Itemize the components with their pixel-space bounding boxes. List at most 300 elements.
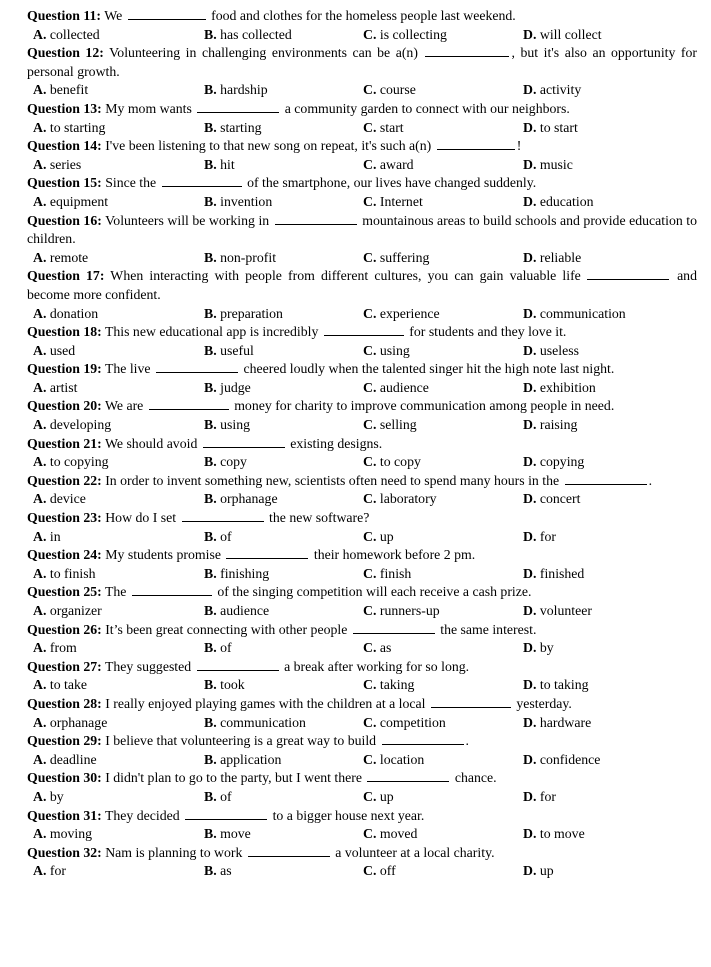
option-text: moved <box>379 826 418 842</box>
question-block <box>27 397 697 434</box>
option-text: to finish <box>49 565 96 581</box>
stem-text: their homework before 2 pm. <box>313 547 476 563</box>
option-b[interactable]: B. finishing <box>204 565 270 581</box>
options-row <box>27 193 697 212</box>
option-c[interactable]: C. suffering <box>363 249 430 265</box>
question-stem <box>27 44 697 81</box>
question-label: Question 24: <box>27 547 102 563</box>
options-row <box>27 305 697 324</box>
question-block <box>27 7 697 44</box>
question-block <box>27 435 697 472</box>
option-text: off <box>379 863 396 879</box>
option-text: in <box>49 528 61 544</box>
option-text: up <box>379 528 394 544</box>
stem-text: In order to invent something new, scientists often need to spend many hours in the <box>105 472 560 488</box>
option-b[interactable]: B. communication <box>204 714 306 730</box>
question-label: Question 30: <box>27 770 102 786</box>
option-a[interactable]: A. from <box>33 640 77 656</box>
option-text: hardship <box>220 82 268 98</box>
answer-blank <box>149 397 229 410</box>
option-d[interactable]: D. music <box>523 156 573 172</box>
question-block <box>27 732 697 769</box>
options-row <box>27 379 697 398</box>
option-text: laboratory <box>379 491 437 507</box>
option-text: non-profit <box>220 249 277 265</box>
answer-blank <box>248 844 330 857</box>
option-c[interactable]: C. competition <box>363 714 446 730</box>
option-text: remote <box>49 249 89 265</box>
stem-text: of the smartphone, our lives have changed suddenly. <box>247 175 537 191</box>
option-text: hit <box>220 156 235 172</box>
question-stem <box>27 360 697 379</box>
stem-text: ! <box>516 138 522 154</box>
question-label: Question 19: <box>27 361 102 377</box>
option-text: using <box>220 417 251 433</box>
option-a[interactable]: A. for <box>33 863 66 879</box>
stem-text: The live <box>104 361 151 377</box>
option-b[interactable]: B. starting <box>204 119 262 135</box>
option-text: confidence <box>539 751 601 767</box>
option-text: from <box>49 640 77 656</box>
question-label: Question 13: <box>27 100 102 116</box>
stem-text: I really enjoyed playing games with the children at a local <box>105 695 426 711</box>
answer-blank <box>203 435 285 448</box>
option-text: selling <box>379 417 417 433</box>
option-text: of <box>220 640 232 656</box>
stem-text: They decided <box>104 807 180 823</box>
stem-text: to a bigger house next year. <box>272 807 425 823</box>
option-text: as <box>220 863 232 879</box>
question-label: Question 26: <box>27 621 102 637</box>
option-b[interactable]: B. audience <box>204 603 270 618</box>
option-text: communication <box>539 305 626 321</box>
question-label: Question 16: <box>27 212 102 228</box>
option-text: hardware <box>539 714 592 730</box>
option-text: for <box>49 863 66 879</box>
options-row <box>27 528 697 547</box>
option-text: reliable <box>539 249 582 265</box>
option-c[interactable]: C. runners-up <box>363 603 440 618</box>
stem-text: food and clothes for the homeless people last weekend. <box>211 8 516 23</box>
option-c[interactable]: C. Internet <box>363 193 423 209</box>
option-text: move <box>220 826 251 842</box>
option-text: as <box>379 640 392 656</box>
option-text: for <box>539 528 556 544</box>
stem-text: My students promise <box>105 547 221 563</box>
option-text: collected <box>49 26 100 42</box>
option-c[interactable]: C. location <box>363 751 425 767</box>
stem-text: a community garden to connect with our neighbors. <box>284 100 570 116</box>
question-label: Question 15: <box>27 175 102 191</box>
question-stem <box>27 100 697 119</box>
question-label: Question 29: <box>27 733 102 749</box>
options-row <box>27 714 697 733</box>
stem-text: mountainous areas to build schools and provide education to children. <box>27 212 697 247</box>
question-label: Question 25: <box>27 584 102 600</box>
option-a[interactable]: A. collected <box>33 26 100 42</box>
question-stem <box>27 583 697 602</box>
option-text: taking <box>379 677 415 693</box>
option-c[interactable]: C. award <box>363 156 414 172</box>
option-b[interactable]: B. preparation <box>204 305 283 321</box>
option-text: useful <box>220 342 254 358</box>
option-b[interactable]: B. judge <box>204 379 251 395</box>
option-d[interactable]: D. for <box>523 528 556 544</box>
option-c[interactable]: C. up <box>363 528 394 544</box>
option-text: series <box>49 156 82 172</box>
stem-text: and become more confident. <box>27 268 697 302</box>
option-c[interactable]: C. start <box>363 119 404 135</box>
option-text: artist <box>49 379 78 395</box>
answer-blank <box>587 267 669 280</box>
answer-blank <box>353 621 435 634</box>
option-b[interactable]: B. took <box>204 677 245 693</box>
option-text: of <box>220 528 232 544</box>
answer-blank <box>156 360 238 373</box>
answer-blank <box>431 695 511 708</box>
option-c[interactable]: C. off <box>363 863 396 879</box>
option-c[interactable]: C. selling <box>363 417 417 433</box>
option-text: to start <box>539 119 578 135</box>
option-text: donation <box>49 305 99 321</box>
question-block <box>27 621 697 658</box>
option-a[interactable]: A. deadline <box>33 751 97 767</box>
answer-blank <box>197 100 279 113</box>
question-block <box>27 769 697 806</box>
option-a[interactable]: A. donation <box>33 305 99 321</box>
question-stem <box>27 323 697 342</box>
option-d[interactable]: D. hardware <box>523 714 592 730</box>
question-label: Question 27: <box>27 658 102 674</box>
option-a[interactable]: A. artist <box>33 379 78 395</box>
stem-text: . <box>465 733 469 749</box>
question-block <box>27 174 697 211</box>
stem-text: of the singing competition will each receive a cash prize. <box>217 584 532 600</box>
question-label: Question 18: <box>27 324 102 340</box>
option-d[interactable]: D. will collect <box>523 26 602 42</box>
option-text: start <box>379 119 404 135</box>
option-b[interactable]: B. copy <box>204 454 247 470</box>
option-text: award <box>379 156 414 172</box>
option-c[interactable]: C. using <box>363 342 410 358</box>
option-text: finished <box>539 565 585 581</box>
stem-text: cheered loudly when the talented singer hit the high note last night. <box>243 361 615 377</box>
question-label: Question 11: <box>27 8 101 23</box>
stem-text: We <box>104 8 123 23</box>
question-stem <box>27 546 697 565</box>
stem-text: It’s been great connecting with other people <box>105 621 348 637</box>
option-c[interactable]: C. up <box>363 788 394 804</box>
option-text: up <box>379 788 394 804</box>
option-a[interactable]: A. orphanage <box>33 714 108 730</box>
option-a[interactable]: A. organizer <box>33 603 102 618</box>
option-text: deadline <box>49 751 97 767</box>
option-d[interactable]: D. finished <box>523 565 585 581</box>
stem-text: How do I set <box>105 510 177 526</box>
option-d[interactable]: D. up <box>523 863 554 879</box>
option-text: orphanage <box>49 714 108 730</box>
option-text: experience <box>379 305 440 321</box>
option-c[interactable]: C. to copy <box>363 454 421 470</box>
answer-blank <box>425 44 509 57</box>
option-text: communication <box>220 714 306 730</box>
question-stem <box>27 472 697 491</box>
option-b[interactable]: B. hardship <box>204 82 268 98</box>
option-b[interactable]: B. of <box>204 788 232 804</box>
option-text: audience <box>220 603 270 618</box>
answer-blank <box>128 7 206 20</box>
option-a[interactable]: A. in <box>33 528 61 544</box>
option-c[interactable]: C. moved <box>363 826 418 842</box>
question-block <box>27 695 697 732</box>
options-row <box>27 490 697 509</box>
stem-text: I didn't plan to go to the party, but I went there <box>105 770 362 786</box>
question-block <box>27 212 697 268</box>
stem-text: I've been listening to that new song on repeat, it's such a(n) <box>105 138 432 154</box>
option-c[interactable]: C. is collecting <box>363 26 447 42</box>
option-text: suffering <box>379 249 430 265</box>
option-d[interactable]: D. activity <box>523 82 582 98</box>
option-d[interactable]: D. copying <box>523 454 585 470</box>
option-c[interactable]: C. as <box>363 640 392 656</box>
question-stem <box>27 212 697 249</box>
option-b[interactable]: B. orphanage <box>204 491 278 507</box>
option-text: developing <box>49 417 112 433</box>
answer-blank <box>565 472 647 485</box>
option-a[interactable]: A. used <box>33 342 76 358</box>
option-text: is collecting <box>379 26 447 42</box>
option-b[interactable]: B. of <box>204 640 232 656</box>
stem-text: . <box>648 472 653 488</box>
option-text: copy <box>220 454 247 470</box>
options-row <box>27 639 697 658</box>
options-row <box>27 119 697 138</box>
option-d[interactable]: D. volunteer <box>523 603 592 618</box>
option-a[interactable]: A. remote <box>33 249 89 265</box>
option-a[interactable]: A. device <box>33 491 86 507</box>
stem-text: money for charity to improve communication among people in need. <box>234 398 615 414</box>
option-text: activity <box>539 82 582 98</box>
question-label: Question 20: <box>27 398 102 414</box>
stem-text: The <box>104 584 127 600</box>
question-label: Question 32: <box>27 844 102 860</box>
question-label: Question 28: <box>27 695 102 711</box>
option-d[interactable]: D. raising <box>523 417 578 433</box>
answer-blank <box>197 658 279 671</box>
option-d[interactable]: D. to taking <box>523 677 589 693</box>
option-text: invention <box>220 193 273 209</box>
stem-text: chance. <box>454 770 497 786</box>
question-stem <box>27 7 697 26</box>
option-text: by <box>49 788 64 804</box>
option-a[interactable]: A. by <box>33 788 64 804</box>
option-text: preparation <box>220 305 283 321</box>
question-block <box>27 323 697 360</box>
stem-text: a volunteer at a local charity. <box>335 844 495 860</box>
stem-text: the same interest. <box>440 621 537 637</box>
option-d[interactable]: D. by <box>523 640 554 656</box>
option-a[interactable]: A. developing <box>33 417 112 433</box>
option-a[interactable]: A. moving <box>33 826 93 842</box>
question-block <box>27 267 697 323</box>
question-block <box>27 360 697 397</box>
stem-text: My mom wants <box>105 100 192 116</box>
option-b[interactable]: B. application <box>204 751 282 767</box>
question-stem <box>27 807 697 826</box>
option-text: audience <box>379 379 429 395</box>
option-d[interactable]: D. reliable <box>523 249 582 265</box>
answer-blank <box>162 174 242 187</box>
option-text: using <box>379 342 410 358</box>
option-text: to copy <box>379 454 421 470</box>
option-b[interactable]: B. has collected <box>204 26 292 42</box>
option-text: judge <box>220 379 251 395</box>
option-c[interactable]: C. audience <box>363 379 429 395</box>
option-c[interactable]: C. course <box>363 82 416 98</box>
option-text: to taking <box>539 677 589 693</box>
option-text: copying <box>539 454 585 470</box>
options-row <box>27 862 697 881</box>
options-row <box>27 156 697 175</box>
question-stem <box>27 621 697 640</box>
question-label: Question 22: <box>27 472 102 488</box>
answer-blank <box>437 137 515 150</box>
option-text: by <box>539 640 554 656</box>
options-row <box>27 416 697 435</box>
stem-text: yesterday. <box>516 695 572 711</box>
option-d[interactable]: D. to move <box>523 826 585 842</box>
option-c[interactable]: C. finish <box>363 565 412 581</box>
stem-text: I believe that volunteering is a great way to build <box>105 733 377 749</box>
option-a[interactable]: A. to take <box>33 677 88 693</box>
option-d[interactable]: D. education <box>523 193 594 209</box>
question-block <box>27 100 697 137</box>
option-a[interactable]: A. equipment <box>33 193 109 209</box>
question-label: Question 23: <box>27 510 102 526</box>
option-c[interactable]: C. taking <box>363 677 415 693</box>
option-d[interactable]: D. concert <box>523 491 581 507</box>
option-b[interactable]: B. move <box>204 826 251 842</box>
option-c[interactable]: C. laboratory <box>363 491 437 507</box>
option-b[interactable]: B. invention <box>204 193 273 209</box>
option-text: exhibition <box>539 379 596 395</box>
option-a[interactable]: A. to starting <box>33 119 106 135</box>
options-row <box>27 342 697 361</box>
option-d[interactable]: D. useless <box>523 342 579 358</box>
option-a[interactable]: A. to finish <box>33 565 96 581</box>
option-text: used <box>49 342 76 358</box>
option-b[interactable]: B. useful <box>204 342 254 358</box>
option-text: raising <box>539 417 578 433</box>
option-b[interactable]: B. hit <box>204 156 235 172</box>
options-row <box>27 751 697 770</box>
option-d[interactable]: D. to start <box>523 119 578 135</box>
option-text: organizer <box>49 603 102 618</box>
question-block <box>27 44 697 100</box>
option-a[interactable]: A. to copying <box>33 454 109 470</box>
option-text: for <box>539 788 556 804</box>
stem-text: We should avoid <box>104 435 198 451</box>
question-stem <box>27 174 697 193</box>
option-a[interactable]: A. series <box>33 156 82 172</box>
options-row <box>27 249 697 268</box>
question-stem <box>27 695 697 714</box>
question-stem <box>27 658 697 677</box>
option-b[interactable]: B. using <box>204 417 251 433</box>
option-d[interactable]: D. confidence <box>523 751 601 767</box>
option-b[interactable]: B. non-profit <box>204 249 277 265</box>
options-row <box>27 788 697 807</box>
question-block <box>27 509 697 546</box>
option-text: volunteer <box>539 603 592 618</box>
option-text: education <box>539 193 594 209</box>
option-d[interactable]: D. for <box>523 788 556 804</box>
option-text: course <box>379 82 416 98</box>
option-text: of <box>220 788 232 804</box>
option-d[interactable]: D. exhibition <box>523 379 596 395</box>
question-label: Question 21: <box>27 435 102 451</box>
options-row <box>27 676 697 695</box>
question-label: Question 12: <box>27 45 104 61</box>
option-text: took <box>220 677 245 693</box>
question-stem <box>27 732 697 751</box>
option-text: has collected <box>220 26 292 42</box>
question-block <box>27 137 697 174</box>
option-text: to copying <box>49 454 109 470</box>
option-text: benefit <box>49 82 89 98</box>
question-stem <box>27 397 697 416</box>
stem-text: When interacting with people from different cultures, you can gain valuable life <box>110 268 581 284</box>
answer-blank <box>382 732 464 745</box>
stem-text: for students and they love it. <box>409 324 567 340</box>
option-text: moving <box>49 826 93 842</box>
option-text: to take <box>49 677 88 693</box>
stem-text: Volunteers will be working in <box>105 212 270 228</box>
stem-text: existing designs. <box>290 435 383 451</box>
option-c[interactable]: C. experience <box>363 305 440 321</box>
option-text: music <box>539 156 573 172</box>
option-a[interactable]: A. benefit <box>33 82 89 98</box>
option-text: application <box>220 751 282 767</box>
answer-blank <box>367 769 449 782</box>
option-text: runners-up <box>379 603 440 618</box>
stem-text: They suggested <box>104 658 192 674</box>
answer-blank <box>226 546 308 559</box>
question-block <box>27 472 697 509</box>
stem-text: Nam is planning to work <box>105 844 243 860</box>
options-row <box>27 602 697 621</box>
question-block <box>27 658 697 695</box>
question-label: Question 31: <box>27 807 102 823</box>
option-text: competition <box>379 714 446 730</box>
stem-text: the new software? <box>269 510 370 526</box>
answer-blank <box>182 509 264 522</box>
option-text: finish <box>379 565 412 581</box>
option-d[interactable]: D. communication <box>523 305 626 321</box>
options-row <box>27 26 697 45</box>
options-row <box>27 81 697 100</box>
option-text: orphanage <box>220 491 278 507</box>
answer-blank <box>324 323 404 336</box>
option-text: to move <box>539 826 585 842</box>
option-text: Internet <box>379 193 423 209</box>
option-text: equipment <box>49 193 109 209</box>
option-text: up <box>539 863 554 879</box>
option-b[interactable]: B. as <box>204 863 232 879</box>
stem-text: , but it's also an opportunity for personal growth. <box>27 45 698 79</box>
option-b[interactable]: B. of <box>204 528 232 544</box>
question-stem <box>27 509 697 528</box>
